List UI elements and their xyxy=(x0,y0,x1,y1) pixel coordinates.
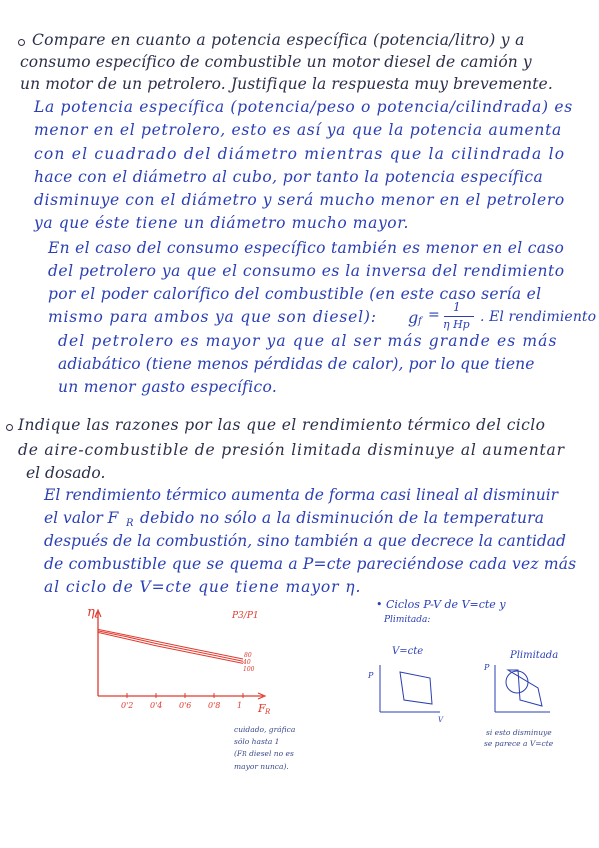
p-axis-label: P xyxy=(484,663,490,672)
answer2-line: el valor F xyxy=(44,509,119,527)
formula-denominator: η Hp xyxy=(443,318,470,331)
answer1-line: . El rendimiento xyxy=(480,309,597,325)
efficiency-vs-dosage-chart xyxy=(88,604,288,714)
question2-line: el dosado. xyxy=(26,464,106,482)
answer1-line: La potencia específica (potencia/peso o potencia/cilindrada) es xyxy=(34,98,573,116)
x-tick-label: 0'4 xyxy=(150,701,163,710)
answer2-line: después de la combustión, sino también a que decrece la cantidad xyxy=(44,532,566,550)
plimitada-label: Plimitada xyxy=(510,650,559,661)
answer1-line: del petrolero ya que el consumo es la inversa del rendimiento xyxy=(48,262,565,280)
cycles-note-line: si esto disminuye xyxy=(486,728,552,737)
question1-line: Compare en cuanto a potencia específica (potencia/litro) y a xyxy=(32,31,525,49)
y-axis-label: η xyxy=(87,605,95,620)
answer1-line: ya que éste tiene un diámetro mucho mayor. xyxy=(34,214,410,232)
vcte-cycle-curve xyxy=(400,672,432,704)
answer1-line: por el poder calorífico del combustible (en este caso sería el xyxy=(48,285,542,303)
formula-numerator: 1 xyxy=(453,300,461,314)
chart-legend: P3/P1 xyxy=(232,611,259,621)
x-tick-label: 0'6 xyxy=(179,701,192,710)
highlight-circle xyxy=(506,671,528,693)
question2-line: de aire-combustible de presión limitada disminuye al aumentar xyxy=(18,441,565,459)
graph-note-line: (FR diesel no es xyxy=(234,749,294,758)
cycles-title: • Ciclos P-V de V=cte y xyxy=(376,598,506,611)
formula-fraction-bar xyxy=(444,316,474,317)
graph-note-line: sólo hasta 1 xyxy=(234,737,280,746)
answer2-line: debido no sólo a la disminución de la temperatura xyxy=(140,509,545,527)
cycles-title: Plimitada: xyxy=(384,615,431,625)
answer1-line: del petrolero es mayor ya que al ser más grande es más xyxy=(58,332,558,350)
answer1-line: menor en el petrolero, esto es así ya que la potencia aumenta xyxy=(34,121,562,139)
graph-note-line: cuidado, gráfica xyxy=(234,725,296,734)
x-tick-label: 0'2 xyxy=(121,701,134,710)
question2-line: Indique las razones por las que el rendimiento térmico del ciclo xyxy=(18,416,546,434)
curve-label: 80 xyxy=(244,652,252,659)
pv-cycles-diagram xyxy=(370,660,570,730)
chart-series xyxy=(98,629,243,663)
answer1-line: En el caso del consumo específico también es menor en el caso xyxy=(48,239,565,257)
cycles-note-line: se parece a V=cte xyxy=(484,739,554,748)
question1-line: un motor de un petrolero. Justifique la respuesta muy brevemente. xyxy=(20,75,553,93)
question2-bullet xyxy=(6,424,13,431)
answer2-line: El rendimiento térmico aumenta de forma casi lineal al disminuir xyxy=(44,486,559,504)
graph-note xyxy=(234,724,295,773)
question1-bullet xyxy=(18,39,25,46)
series-line-40 xyxy=(98,631,243,661)
question1-line: consumo específico de combustible un motor diesel de camión y xyxy=(20,53,532,71)
answer1-line: disminuye con el diámetro y será mucho menor en el petrolero xyxy=(34,191,565,209)
x-tick-label: 1 xyxy=(237,701,243,710)
y-axis-label-sub: t xyxy=(95,611,99,620)
vcte-label: V=cte xyxy=(392,646,424,657)
graph-note-line: mayor nunca). xyxy=(234,762,289,771)
series-line-100 xyxy=(98,632,243,663)
x-tick-label: 0'8 xyxy=(208,701,221,710)
answer1-line: hace con el diámetro al cubo, por tanto la potencia específica xyxy=(34,168,544,186)
v-axis-label: V xyxy=(438,716,444,724)
curve-label: 100 xyxy=(243,666,255,673)
answer1-line: mismo para ambos ya que son diesel): xyxy=(48,308,377,326)
formula-equals: = xyxy=(428,307,440,323)
curve-label: 40 xyxy=(243,659,251,666)
answer1-line: un menor gasto específico. xyxy=(58,378,278,396)
chart-axes xyxy=(95,610,265,699)
formula-lhs: g xyxy=(408,308,419,327)
answer2-line: al ciclo de V=cte que tiene mayor η. xyxy=(44,578,362,596)
formula-lhs-sub: f xyxy=(418,316,422,327)
vcte-cycle xyxy=(367,665,444,724)
plimitada-cycle-curve xyxy=(508,670,542,706)
series-line-80 xyxy=(98,629,243,659)
x-axis-label: F xyxy=(258,702,266,715)
fr-subscript: R xyxy=(126,518,134,529)
p-axis-label: P xyxy=(368,671,374,680)
answer2-line: de combustible que se quema a P=cte pareciéndose cada vez más xyxy=(44,555,577,573)
plimitada-cycle xyxy=(483,663,550,712)
answer1-line: adiabático (tiene menos pérdidas de calor), por lo que tiene xyxy=(58,355,535,373)
answer1-line: con el cuadrado del diámetro mientras que la cilindrada lo xyxy=(34,145,566,163)
x-axis-label-sub: R xyxy=(265,708,271,716)
